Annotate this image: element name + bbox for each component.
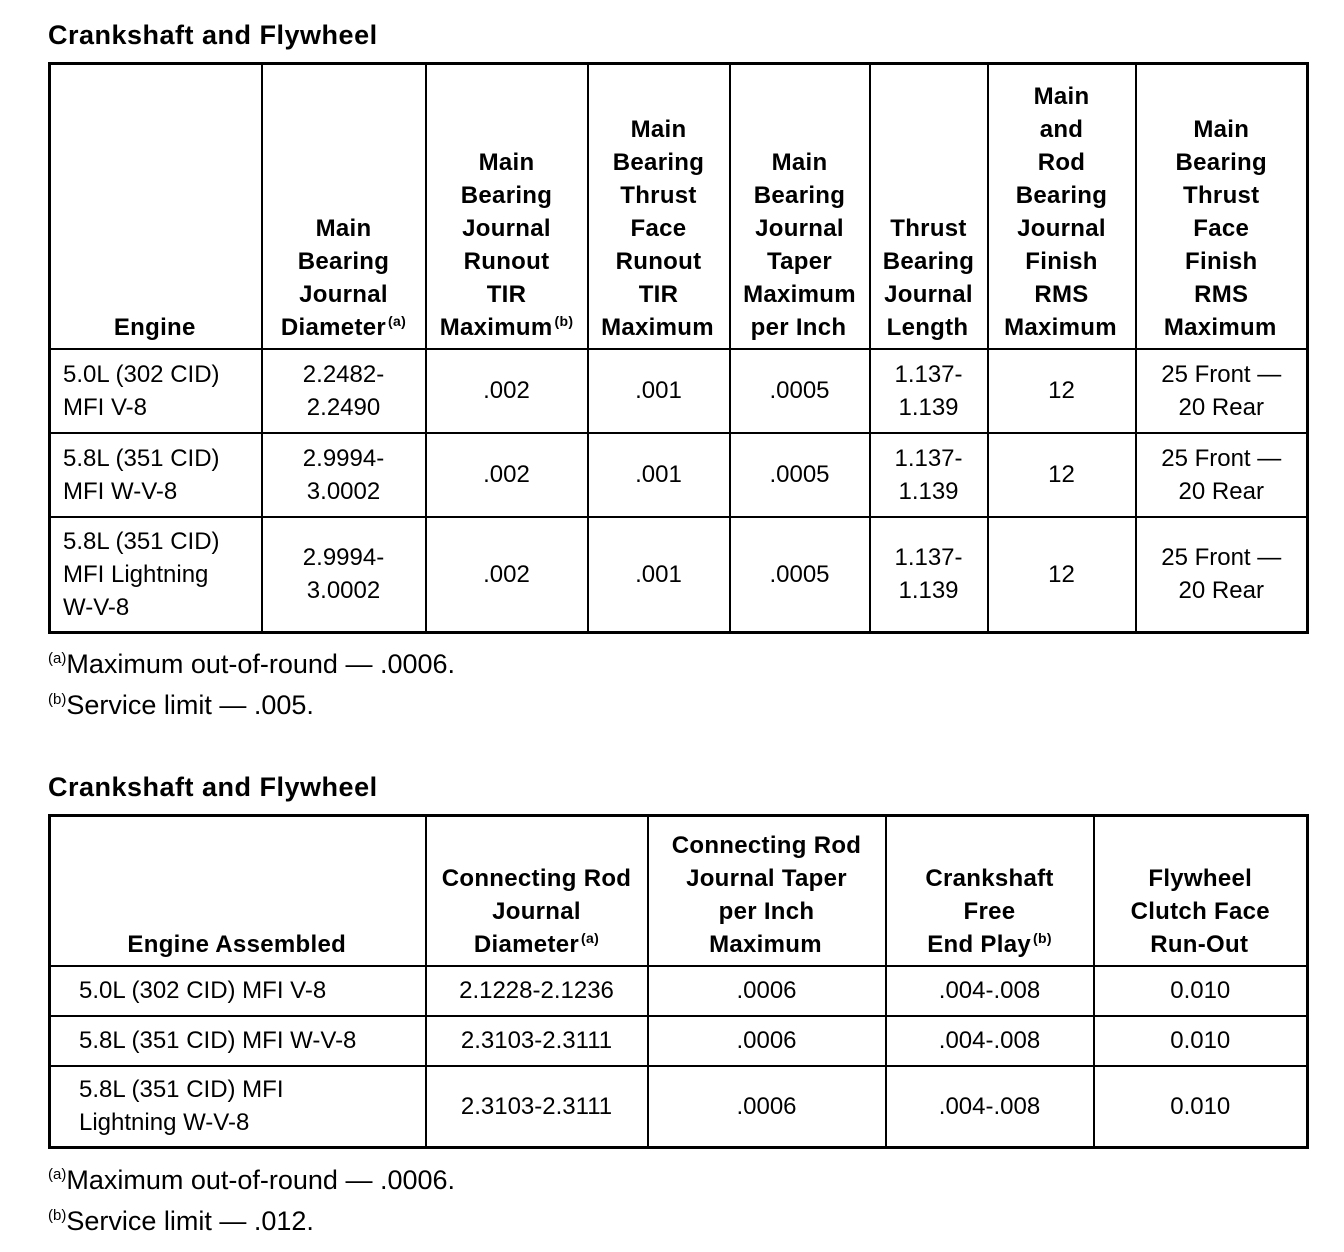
- t1-cell: 25 Front — 20 Rear: [1136, 349, 1308, 433]
- t2-header-rod-journal-taper: Connecting Rod Journal Taper per Inch Maximum: [648, 816, 886, 966]
- crankshaft-spec-table-1: [48, 62, 1309, 634]
- t1-header-journal-finish: Main and Rod Bearing Journal Finish RMS Maximum: [988, 64, 1136, 349]
- t2-cell-engine: 5.0L (302 CID) MFI V-8: [50, 966, 426, 1016]
- t1-cell: 12: [988, 433, 1136, 517]
- t1-header-journal-diameter: Main Bearing Journal Diameter $^{(a)}$: [262, 64, 426, 349]
- t1-cell: .001: [588, 433, 730, 517]
- t1-header-thrust-face-finish: Main Bearing Thrust Face Finish RMS Maximum: [1136, 64, 1308, 349]
- crankshaft-spec-table-2: [48, 814, 1309, 1149]
- table2-header-row: [50, 816, 1308, 966]
- t2-cell: 2.3103-2.3111: [426, 1016, 648, 1066]
- t1-header-thrust-face-runout: Main Bearing Thrust Face Runout TIR Maximum: [588, 64, 730, 349]
- t2-header-clutch-face-runout: Flywheel Clutch Face Run-Out: [1094, 816, 1308, 966]
- t1-header-journal-taper: Main Bearing Journal Taper Maximum per Inch: [730, 64, 870, 349]
- table-row: [50, 349, 1308, 433]
- t2-cell: .0006: [648, 966, 886, 1016]
- t2-header-rod-journal-diameter: Connecting Rod Journal Diameter $^{(a)}$: [426, 816, 648, 966]
- table-row: [50, 966, 1308, 1016]
- table-row: [50, 433, 1308, 517]
- t2-cell: 0.010: [1094, 1066, 1308, 1148]
- t2-cell: 2.1228-2.1236: [426, 966, 648, 1016]
- t1-cell: .0005: [730, 349, 870, 433]
- t2-cell: .004-.008: [886, 1066, 1094, 1148]
- t1-cell-engine: 5.8L (351 CID) MFI Lightning W-V-8: [50, 517, 262, 633]
- t1-cell: 1.137- 1.139: [870, 517, 988, 633]
- t1-cell: 2.2482- 2.2490: [262, 349, 426, 433]
- t1-cell: .0005: [730, 517, 870, 633]
- t2-cell: 0.010: [1094, 966, 1308, 1016]
- t1-cell: .0005: [730, 433, 870, 517]
- table1-footnotes: [48, 644, 455, 726]
- t1-cell: 25 Front — 20 Rear: [1136, 517, 1308, 633]
- t2-cell: .004-.008: [886, 1016, 1094, 1066]
- footnote: $^{(b)}$Service limit — .005.: [48, 690, 314, 720]
- t2-cell: .0006: [648, 1066, 886, 1148]
- t1-cell: 2.9994- 3.0002: [262, 517, 426, 633]
- table-row: [50, 1016, 1308, 1066]
- footnote: $^{(a)}$Maximum out-of-round — .0006.: [48, 649, 456, 679]
- t2-cell: 0.010: [1094, 1016, 1308, 1066]
- t1-cell: .002: [426, 349, 588, 433]
- table1-header-row: [50, 64, 1308, 349]
- t2-header-engine-assembled: Engine Assembled: [50, 816, 426, 966]
- t2-header-end-play: Crankshaft Free End Play $^{(b)}$: [886, 816, 1094, 966]
- table2-title: Crankshaft and Flywheel: [48, 772, 378, 802]
- table-row: [50, 517, 1308, 633]
- t2-cell-engine: 5.8L (351 CID) MFI Lightning W-V-8: [50, 1066, 426, 1148]
- t1-cell: 12: [988, 517, 1136, 633]
- t2-cell: .0006: [648, 1016, 886, 1066]
- t1-cell: 12: [988, 349, 1136, 433]
- t1-cell-engine: 5.0L (302 CID) MFI V-8: [50, 349, 262, 433]
- t2-cell: 2.3103-2.3111: [426, 1066, 648, 1148]
- t1-header-thrust-length: Thrust Bearing Journal Length: [870, 64, 988, 349]
- footnote: $^{(b)}$Service limit — .012.: [48, 1206, 314, 1236]
- t1-header-engine: Engine: [50, 64, 262, 349]
- t1-header-journal-runout: Main Bearing Journal Runout TIR Maximum $^{(b)}$: [426, 64, 588, 349]
- t1-cell: .002: [426, 517, 588, 633]
- table1-title: Crankshaft and Flywheel: [48, 20, 378, 50]
- table-row: [50, 1066, 1308, 1148]
- table2-footnotes: [48, 1160, 455, 1242]
- t2-cell: .004-.008: [886, 966, 1094, 1016]
- t2-cell-engine: 5.8L (351 CID) MFI W-V-8: [50, 1016, 426, 1066]
- t1-cell: .001: [588, 517, 730, 633]
- footnote: $^{(a)}$Maximum out-of-round — .0006.: [48, 1165, 456, 1195]
- t1-cell: 1.137- 1.139: [870, 349, 988, 433]
- t1-cell: 25 Front — 20 Rear: [1136, 433, 1308, 517]
- t1-cell-engine: 5.8L (351 CID) MFI W-V-8: [50, 433, 262, 517]
- t1-cell: .002: [426, 433, 588, 517]
- t1-cell: .001: [588, 349, 730, 433]
- t1-cell: 2.9994- 3.0002: [262, 433, 426, 517]
- t1-cell: 1.137- 1.139: [870, 433, 988, 517]
